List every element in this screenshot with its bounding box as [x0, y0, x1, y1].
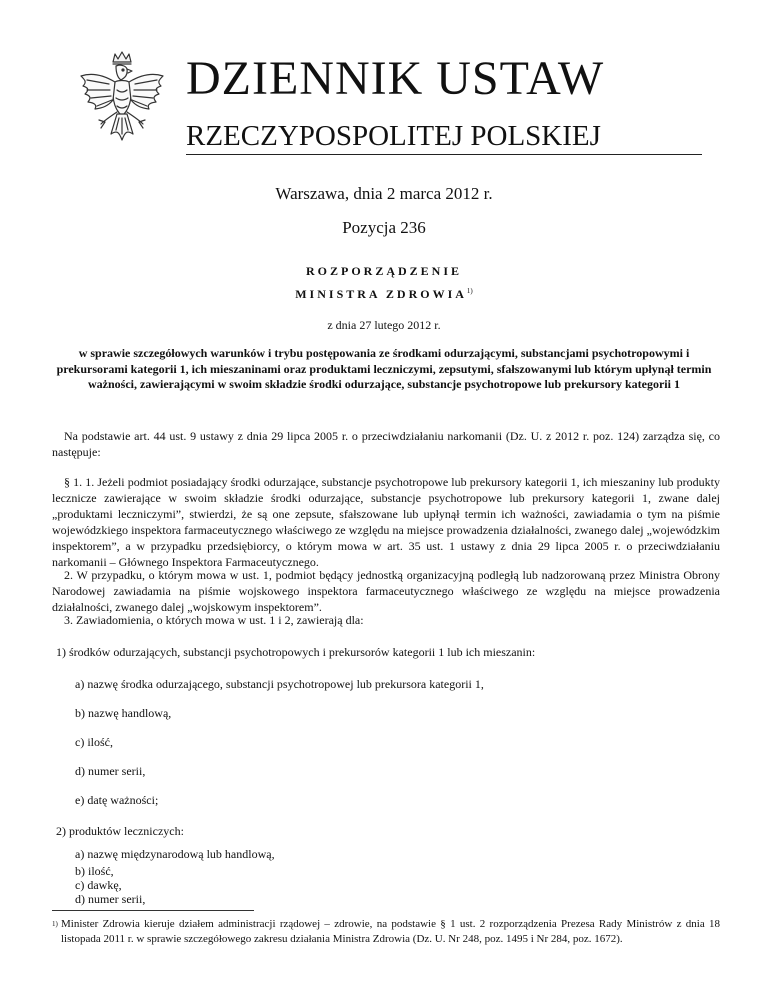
- sub-list-item: a) nazwę środka odurzającego, substancji psychotropowej lub prekursora kategorii 1,: [75, 677, 484, 691]
- masthead-rule: [186, 154, 702, 155]
- sub-list-item: a) nazwę międzynarodową lub handlową,: [75, 847, 275, 861]
- sub-list-item: c) dawkę,: [75, 878, 122, 892]
- act-issuer-name: MINISTRA ZDROWIA: [295, 287, 467, 301]
- sub-list-item: e) datę ważności;: [75, 793, 159, 807]
- polish-eagle-emblem: [75, 50, 169, 150]
- paragraph-1-1: § 1. 1. Jeżeli podmiot posiadający środki odurzające, substancje psychotropowe lub prekursory kategorii 1, ich mieszaniny lub produkty lecznicze zawierające w swoim składzie środki odurzające, substancje psychotropowe lub prekursory kategorii 1, zwane dalej „produktami leczniczymi”, stwierdzi, że są one zepsute, sfałszowane lub upłynął termin ich ważności, zawiadamia o tym na piśmie wojewódzkiego inspektora farmaceutycznego właściwego ze względu na miejsce prowadzenia działalności, zwanego dalej „wojewódzkim inspektorem”, a w przypadku przedsiębiorcy, o którym mowa w art. 35 ust. 1 ustawy z dnia 29 lipca 2005 r. o przeciwdziałaniu narkomanii – Głównego Inspektora Farmaceutycznego.: [52, 475, 720, 569]
- footnote-mark: 1): [52, 920, 58, 928]
- paragraph-1-2: 2. W przypadku, o którym mowa w ust. 1, podmiot będący jednostką organizacyjną podległą lub nadzorowaną przez Ministra Obrony Narodowej zawiadamia na piśmie wojskowego inspektora farmaceutycznego właściwego ze względu na miejsce prowadzenia działalności, zwanego dalej „wojskowym inspektorem”.: [52, 568, 720, 614]
- list-item: 2) produktów leczniczych:: [56, 824, 184, 838]
- journal-subtitle: RZECZYPOSPOLITEJ POLSKIEJ: [186, 120, 601, 152]
- sub-list-item: b) nazwę handlową,: [75, 706, 172, 720]
- footnote: [52, 917, 720, 947]
- footnote-text: Minister Zdrowia kieruje działem administracji rządowej – zdrowie, na podstawie § 1 ust. 2 rozporządzenia Prezesa Rady Ministrów z dnia 18 listopada 2011 r. w sprawie szczegółowego zakresu działania Ministra Zdrowia (Dz. U. Nr 248, poz. 1495 i Nr 284, poz. 1672).: [61, 918, 720, 945]
- masthead: [186, 52, 702, 153]
- footnote-ref: 1): [466, 287, 473, 295]
- act-subject: w sprawie szczegółowych warunków i trybu postępowania ze środkami odurzającymi, substancjami psychotropowymi i prekursorami kategorii 1, ich mieszaninami oraz produktami leczniczymi, zepsutymi, sfałszowanymi lub którym upłynął termin ważności, zawierającymi w swoim składzie środki odurzające, substancje psychotropowe lub prekursory kategorii 1: [56, 346, 712, 391]
- journal-title: DZIENNIK USTAW: [186, 52, 605, 105]
- list-item: 1) środków odurzających, substancji psychotropowych i prekursorów kategorii 1 lub ich mieszanin:: [56, 645, 536, 659]
- act-type: ROZPORZĄDZENIE: [305, 264, 463, 278]
- act-issuer: [0, 287, 768, 302]
- act-date: z dnia 27 lutego 2012 r.: [327, 318, 441, 332]
- position-number: Pozycja 236: [342, 218, 426, 237]
- legal-basis-paragraph: Na podstawie art. 44 ust. 9 ustawy z dnia 29 lipca 2005 r. o przeciwdziałaniu narkomanii (Dz. U. z 2012 r. poz. 124) zarządza się, co następuje:: [52, 429, 720, 459]
- footnote-separator: [52, 910, 254, 911]
- sub-list-item: d) numer serii,: [75, 892, 146, 906]
- sub-list-item: c) ilość,: [75, 735, 113, 749]
- sub-list-item: b) ilość,: [75, 864, 114, 878]
- place-date: Warszawa, dnia 2 marca 2012 r.: [275, 184, 493, 203]
- sub-list-item: d) numer serii,: [75, 764, 146, 778]
- paragraph-1-3: 3. Zawiadomienia, o których mowa w ust. 1 i 2, zawierają dla:: [64, 613, 364, 627]
